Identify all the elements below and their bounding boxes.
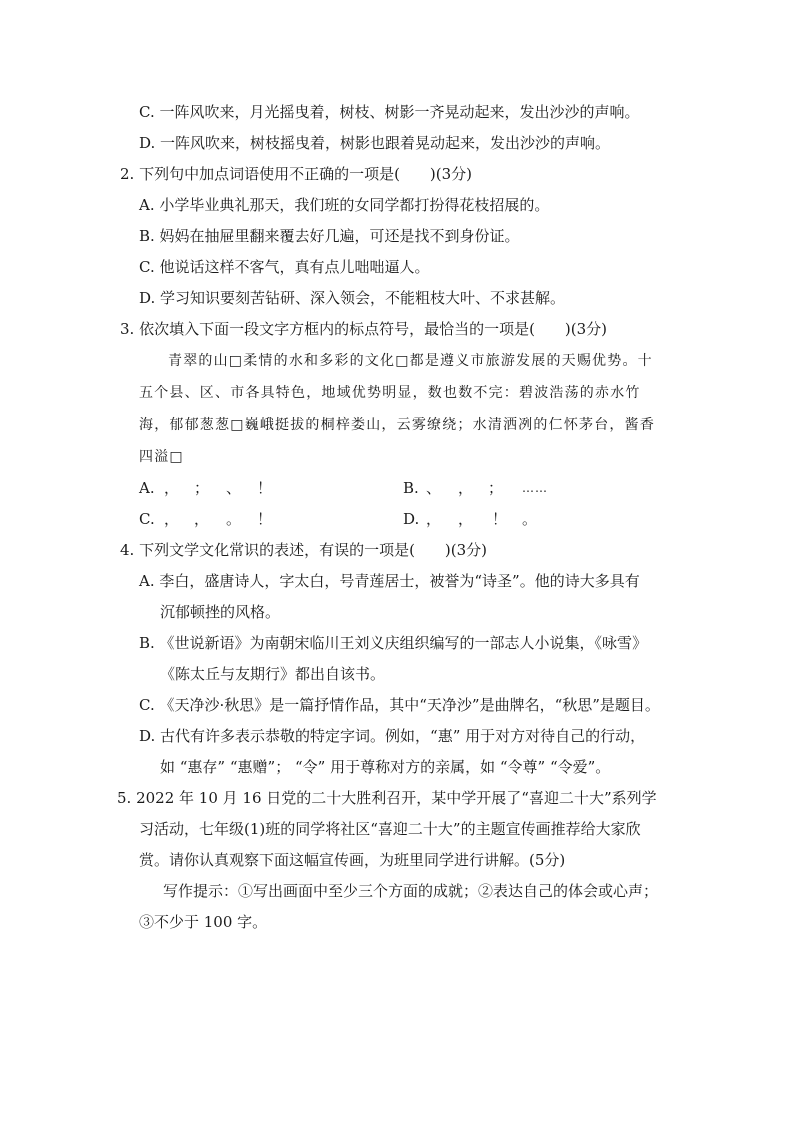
q5-stem-cont: 习活动，七年级(1)班的同学将社区“喜迎二十大”的主题宣传画推荐给大家欣 xyxy=(139,820,641,838)
q4-stem: 4. 下列文学文化常识的表述，有误的一项是( )(3分) xyxy=(120,541,488,559)
q2-option-b: B. 妈妈在抽屉里翻来覆去好几遍，可还是找不到身份证。 xyxy=(139,227,520,245)
q5-stem-cont: 赏。请你认真观察下面这幅宣传画，为班里同学进行讲解。(5分) xyxy=(139,851,566,869)
q3-option-mark: ！ xyxy=(257,510,273,528)
q3-option-mark: 。 xyxy=(522,510,538,528)
q3-option-label: B. xyxy=(403,479,419,497)
q4-option-d: D. 古代有许多表示恭敬的特定字词。例如，“惠” 用于对方对待自己的行动， xyxy=(139,727,646,745)
q3-option-mark: 、 xyxy=(426,479,442,497)
q1-option-d: D. 一阵风吹来，树枝摇曳着，树影也跟着晃动起来，发出沙沙的声响。 xyxy=(139,134,611,152)
q3-option-mark: 、 xyxy=(226,479,242,497)
q3-option-mark: ， xyxy=(194,510,210,528)
q3-passage-line: 四溢□ xyxy=(139,449,184,465)
q4-option-d-cont: 如 “惠存” “惠赠”； “令” 用于尊称对方的亲属，如 “令尊” “令爱”。 xyxy=(160,758,611,776)
q3-option-mark: ， xyxy=(164,479,180,497)
q4-option-b: B. 《世说新语》为南朝宋临川王刘义庆组织编写的一部志人小说集，《咏雪》 xyxy=(139,634,648,652)
q2-stem: 2. 下列句中加点词语使用不正确的一项是( )(3分) xyxy=(120,165,473,183)
q5-writing-tip: 写作提示：①写出画面中至少三个方面的成就；②表达自己的体会或心声； xyxy=(163,882,659,900)
q3-option-mark: ！ xyxy=(257,479,273,497)
q3-option-label: C. xyxy=(139,510,155,528)
q2-option-d: D. 学习知识要刻苦钻研、深入领会，不能粗枝大叶、不求甚解。 xyxy=(139,289,566,307)
q3-option-mark: ， xyxy=(458,510,474,528)
q1-option-c: C. 一阵风吹来，月光摇曳着，树枝、树影一齐晃动起来，发出沙沙的声响。 xyxy=(139,103,640,121)
q3-option-mark: 。 xyxy=(226,510,242,528)
q3-option-mark: ； xyxy=(488,479,504,497)
q3-stem: 3. 依次填入下面一段文字方框内的标点符号，最恰当的一项是( )(3分) xyxy=(120,320,608,338)
q3-passage-line: 五个县、区、市各具特色，地域优势明显，数也数不完：碧波浩荡的赤水竹 xyxy=(139,385,641,401)
q3-passage-line: 海，郁郁葱葱□巍峨挺拔的桐梓娄山，云雾缭绕；水清洒冽的仁怀茅台，酱香 xyxy=(139,417,656,433)
q3-option-mark: ； xyxy=(194,479,210,497)
q3-option-mark: ， xyxy=(426,510,442,528)
q3-option-mark: ， xyxy=(458,479,474,497)
q3-passage-line: 青翠的山□柔情的水和多彩的文化□都是遵义市旅游发展的天赐优势。十 xyxy=(168,353,653,369)
q5-stem: 5. 2022 年 10 月 16 日党的二十大胜利召开，某中学开展了“喜迎二十大”系列学 xyxy=(117,789,657,807)
q5-writing-tip-cont: ③不少于 100 字。 xyxy=(139,913,268,931)
q4-option-a: A. 李白，盛唐诗人，字太白，号青莲居士，被誉为“诗圣”。他的诗大多具有 xyxy=(139,572,640,590)
q3-option-mark: ！ xyxy=(492,510,508,528)
q3-option-label: D. xyxy=(403,510,420,528)
q4-option-a-cont: 沉郁顿挫的风格。 xyxy=(160,603,281,621)
q3-option-mark: ， xyxy=(164,510,180,528)
q3-option-label: A. xyxy=(139,479,155,497)
q4-option-c: C. 《天净沙·秋思》是一篇抒情作品，其中“天净沙”是曲牌名，“秋思”是题目。 xyxy=(139,696,660,714)
q4-option-b-cont: 《陈太丘与友期行》都出自该书。 xyxy=(160,665,386,683)
q2-option-c: C. 他说话这样不客气，真有点儿咄咄逼人。 xyxy=(139,258,430,276)
q3-option-mark: …… xyxy=(522,481,548,495)
q2-option-a: A. 小学毕业典礼那天，我们班的女同学都打扮得花枝招展的。 xyxy=(139,196,550,214)
